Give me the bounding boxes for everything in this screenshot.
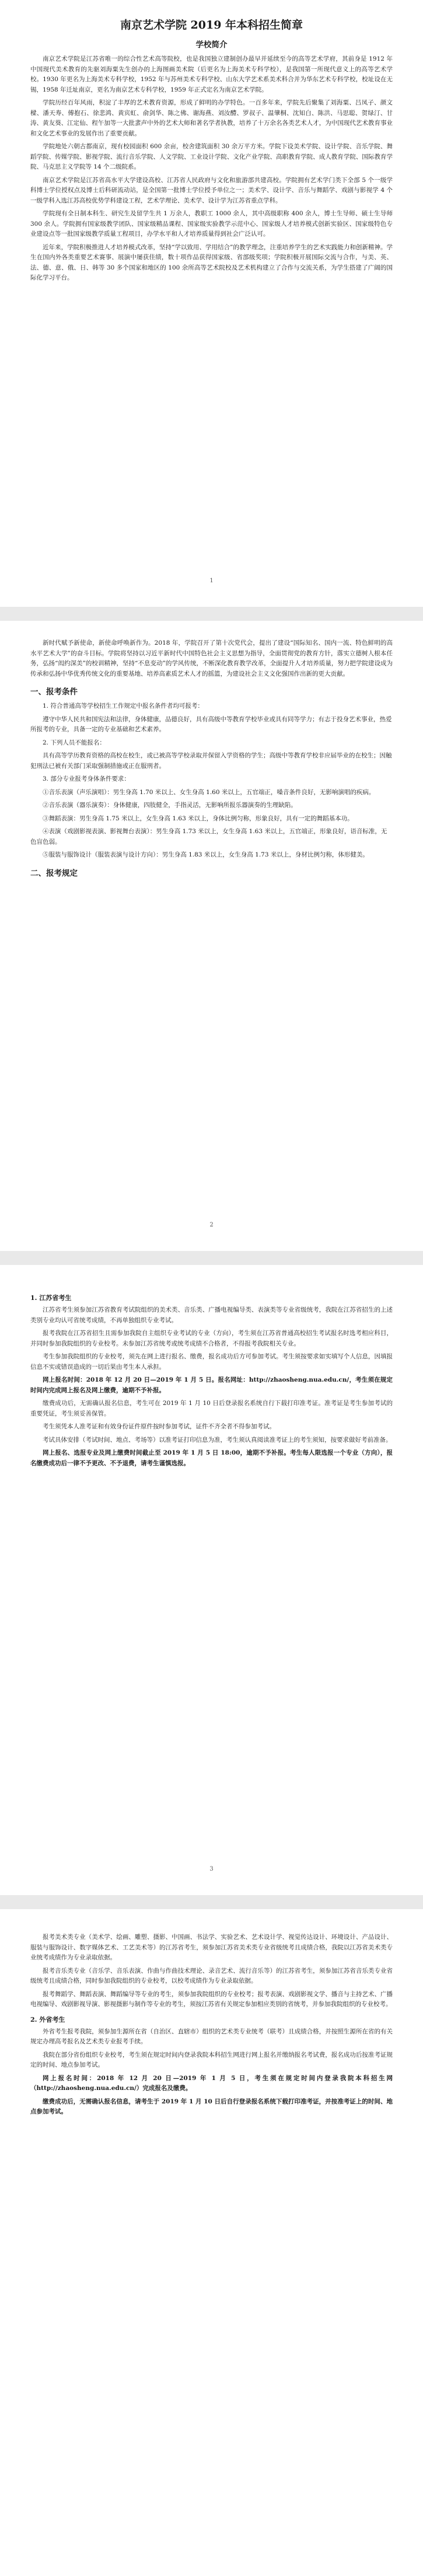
- document-page-1: [0, 0, 423, 607]
- paragraph: 考生参加我院组织的专业校考，须先在网上进行报名、缴费，报名成功后方可参加考试。考生须按要求如实填写个人信息，因填报信息不实或错误造成的一切后果由考生本人承担。: [30, 1353, 393, 1371]
- bold-notice: 网上报名、选报专业及网上缴费时间截止至 2019 年 1 月 5 日 18:00，逾期不予补报。考生每人限选报一个专业（方向），报名缴费成功后一律不予更改、不予退费，请考生谨慎选报。: [30, 1449, 393, 1467]
- list-item: ②音乐表演（器乐演奏）：身体健康，四肢健全，手指灵活，无影响所报乐器演奏的生理缺陷。: [43, 802, 297, 809]
- document-page-2: [0, 621, 423, 1251]
- paragraph: 外省考生报考我院，须参加生源所在省（自治区、直辖市）组织的艺术类专业统考（联考）且成绩合格，并按照生源所在省的有关规定办理高考报名及艺术类专业报考手续。: [30, 2028, 393, 2045]
- page-number: 2: [209, 1222, 214, 1228]
- list-item: ⑤服装与服饰设计（服装表演与设计方向）：男生身高 1.83 米以上，女生身高 1.73 米以上，身材比例匀称，体形健美。: [43, 851, 369, 858]
- list-item: 具有高等学历教育资格的高校在校生，或已被高等学校录取并保留入学资格的学生；高级中等教育学校非应届毕业的在校生；因触犯刑法已被有关部门采取强制措施或正在服刑者。: [30, 752, 392, 770]
- page-separator: [0, 607, 423, 621]
- list-item: 2. 下列人员不能报名：: [43, 739, 106, 746]
- section-title-school-intro: 学校简介: [195, 40, 228, 50]
- paragraph: 学院历经百年风雨，积淀了丰厚的艺术教育资源，形成了鲜明的办学特色。一百多年来，学院先后聚集了刘海粟、吕凤子、颜文樑、潘天寿、傅抱石、徐悲鸿、黄宾虹、俞剑华、陈之佛、谢海燕、刘汝醴、罗叔子、温肇桐、沈知白、陈洪、马思聪、贺绿汀、甘涛、黄友葵、江定仙、程午加等一大批蜚声中外的艺术大师和著名学者执教，培养了十万余名各类艺术人才，为中国现代艺术教育事业和文化艺术事业的发展作出了重要贡献。: [30, 99, 393, 137]
- list-item: 遵守中华人民共和国宪法和法律，身体健康，品德良好，具有高级中等教育学校毕业或具有同等学力；有志于投身艺术事业，热爱所报考的专业，具备一定的专业基础和艺术素养。: [30, 715, 392, 733]
- bold-notice: 网上报名时间：2018 年 12 月 20 日—2019 年 1 月 5 日。报名网址：http://zhaosheng.nua.edu.cn/，考生须在规定时间内完成网上报名及网上缴费，逾期不予补报。: [30, 1376, 393, 1394]
- list-item: ④表演（戏剧影视表演、影视舞台表演）：男生身高 1.73 米以上，女生身高 1.63 米以上，五官端正，形象良好，语音标准，无色盲色弱。: [30, 828, 387, 845]
- paragraph: 报考我院在江苏省招生且需参加我院自主组织专业考试的专业（方向），考生须在江苏省普通高校招生考试报名时选考相应科目，并同时参加我院组织的专业校考。未参加江苏省统考或统考成绩不合格者，不得报考我院相关专业。: [30, 1330, 393, 1347]
- page-separator: [0, 1895, 423, 1909]
- document-page-3: [0, 1265, 423, 1895]
- paragraph: 学院地处六朝古都南京，现有校园面积 600 余亩，校舍建筑面积 30 余万平方米。学院下设美术学院、设计学院、音乐学院、舞蹈学院、传媒学院、影视学院、流行音乐学院、人文学院、工业设计学院、文化产业学院、高职教育学院、成人教育学院、国际教育学院、马克思主义学院等 14 个二级院系。: [30, 143, 393, 170]
- paragraph: 江苏省考生须参加江苏省教育考试院组织的美术类、音乐类、广播电视编导类、表演类等专业省级统考，我院在江苏省招生的上述类别专业均认可省统考成绩，不再单独组织专业考试。: [30, 1306, 393, 1324]
- bold-notice: 网上报名时间：2018 年 12 月 20 日—2019 年 1 月 5 日，考生须在规定时间内登录我院本科招生网（http://zhaosheng.nua.edu.cn/）完成报名及缴费。: [30, 2074, 393, 2092]
- paragraph: 南京艺术学院是江苏省唯一的综合性艺术高等院校，也是我国独立建制创办最早并延续至今的高等艺术学府，其前身是 1912 年中国现代美术教育的先驱刘海粟先生创办的上海图画美术院（后更名为上海美术专科学校），是我国第一所现代意义上的高等艺术学校。1930 年更名为上海美术专科学校，1952 年与苏州美术专科学校、山东大学艺术系美术科合并为华东艺术专科学校，校址设在无锡，1958 年迁址南京，更名为南京艺术专科学校，1959 年正式定名为南京艺术学院。: [30, 55, 393, 93]
- paragraph: 缴费成功后，无需确认报名信息，考生可在 2019 年 1 月 10 日后登录报名系统自行下载打印准考证。准考证是考生参加考试的重要凭证，考生须妥善保管。: [30, 1400, 393, 1417]
- document-page-4: [0, 1909, 423, 2576]
- bold-notice: 缴费成功后，无需确认报名信息，请考生于 2019 年 1 月 10 日后自行登录报名系统下载打印准考证，并按准考证上的时间、地点参加考试。: [30, 2098, 393, 2115]
- paragraph: 新时代赋予新使命，新使命呼唤新作为。2018 年，学院召开了第十次党代会，提出了建设“国际知名、国内一流、特色鲜明的高水平艺术大学”的奋斗目标。学院将坚持以习近平新时代中国特色社会主义思想为指导，全面贯彻党的教育方针，落实立德树人根本任务，弘扬“闳约深美”的校训精神，坚持“不息变动”的学风传统，不断深化教育教学改革，全面提升人才培养质量，努力把学院建设成为传承和弘扬中华优秀传统文化的重要基地、培养高素质艺术人才的摇篮，为建设社会主义文化强国作出新的更大贡献。: [30, 639, 393, 677]
- page-number: 1: [209, 578, 214, 584]
- list-item: 3. 部分专业报考身体条件要求：: [43, 775, 130, 782]
- list-item: ①音乐表演（声乐演唱）：男生身高 1.70 米以上、女生身高 1.60 米以上，五官端正，嗓音条件良好，无影响演唱的疾病。: [43, 788, 375, 796]
- page-number: 3: [209, 1866, 214, 1872]
- paragraph: 报考音乐类专业（音乐学、音乐表演、作曲与作曲技术理论、录音艺术、流行音乐等）的江苏省考生，须参加江苏省音乐类专业省级统考且成绩合格，同时参加我院组织的专业校考，以校考成绩作为专业录取依据。: [30, 1967, 393, 1984]
- list-item: 1. 符合普通高等学校招生工作规定中报名条件者均可报考：: [43, 702, 204, 709]
- paragraph: 考生须凭本人准考证和有效身份证件原件按时参加考试，证件不齐全者不得参加考试。: [43, 1423, 275, 1430]
- paragraph: 报考美术类专业（美术学、绘画、雕塑、摄影、中国画、书法学、实验艺术、艺术设计学、视觉传达设计、环境设计、产品设计、服装与服饰设计、数字媒体艺术、工艺美术等）的江苏省考生，须参加江苏省美术类专业省级统考且成绩合格，我院以江苏省美术类专业统考成绩作为专业录取依据。: [30, 1934, 393, 1961]
- list-item: ③舞蹈表演：男生身高 1.75 米以上，女生身高 1.63 米以上，身体比例匀称，形象良好，具有一定的舞蹈基本功。: [43, 815, 354, 822]
- paragraph: 报考舞蹈学、舞蹈表演、舞蹈编导等专业的考生，须参加我院组织的专业校考；报考表演、戏剧影视文学、播音与主持艺术、广播电视编导、戏剧影视导演、影视摄影与制作等专业的考生，须按江苏省有关规定参加相应类别的省统考，并参加我院组织的专业校考。: [30, 1990, 393, 2008]
- page-separator: [0, 1251, 423, 1265]
- paragraph: 南京艺术学院是江苏省高水平大学建设高校、江苏省人民政府与文化和旅游部共建高校。学院拥有艺术学门类下全部 5 个一级学科博士学位授权点及博士后科研流动站，是全国第一批博士学位授予单位之一；美术学、设计学、音乐与舞蹈学、戏剧与影视学 4 个一级学科入选江苏高校优势学科建设工程，艺术学理论、美术学、设计学为江苏省重点学科。: [30, 176, 393, 204]
- paragraph: 近年来，学院积极推进人才培养模式改革，坚持“学以致用、学用结合”的教学理念，注重培养学生的艺术实践能力和创新精神。学生在国内外各类重要艺术赛事、展演中屡获佳绩，数十项作品获得国家级、省部级奖项；学院积极开展国际交流与合作，与美、英、法、德、意、俄、日、韩等 30 多个国家和地区的 100 余所高等艺术院校及艺术机构建立了合作与交流关系，为学生搭建了广阔的国际化学习平台。: [30, 243, 393, 281]
- subsection-heading-jiangsu: 1. 江苏省考生: [30, 1294, 72, 1302]
- chapter-heading-regulations: 二、报考规定: [30, 868, 78, 878]
- subsection-heading-other-provinces: 2. 外省考生: [30, 2015, 65, 2023]
- paragraph: 我院在部分省份组织专业校考，考生须在规定时间内登录我院本科招生网进行网上报名并缴纳报名考试费，报名成功后按准考证规定的时间、地点参加考试。: [30, 2051, 393, 2068]
- paragraph: 考试具体安排（考试时间、地点、考场等）以准考证打印信息为准，考生须认真阅读准考证上的考生须知，按要求做好考前准备。: [43, 1436, 392, 1443]
- document-title: 南京艺术学院 2019 年本科招生简章: [120, 19, 303, 32]
- paragraph: 学院现有全日制本科生、研究生及留学生共 1 万余人，教职工 1000 余人，其中高级职称 400 余人，博士生导师、硕士生导师 300 余人。学院拥有国家级教学团队、国家级精品课程、国家级实验教学示范中心、国家级人才培养模式创新实验区、国家级特色专业建设点等一批国家级教学质量工程项目，办学水平和人才培养质量得到社会广泛认可。: [30, 210, 393, 237]
- chapter-heading-eligibility: 一、报考条件: [30, 687, 78, 697]
